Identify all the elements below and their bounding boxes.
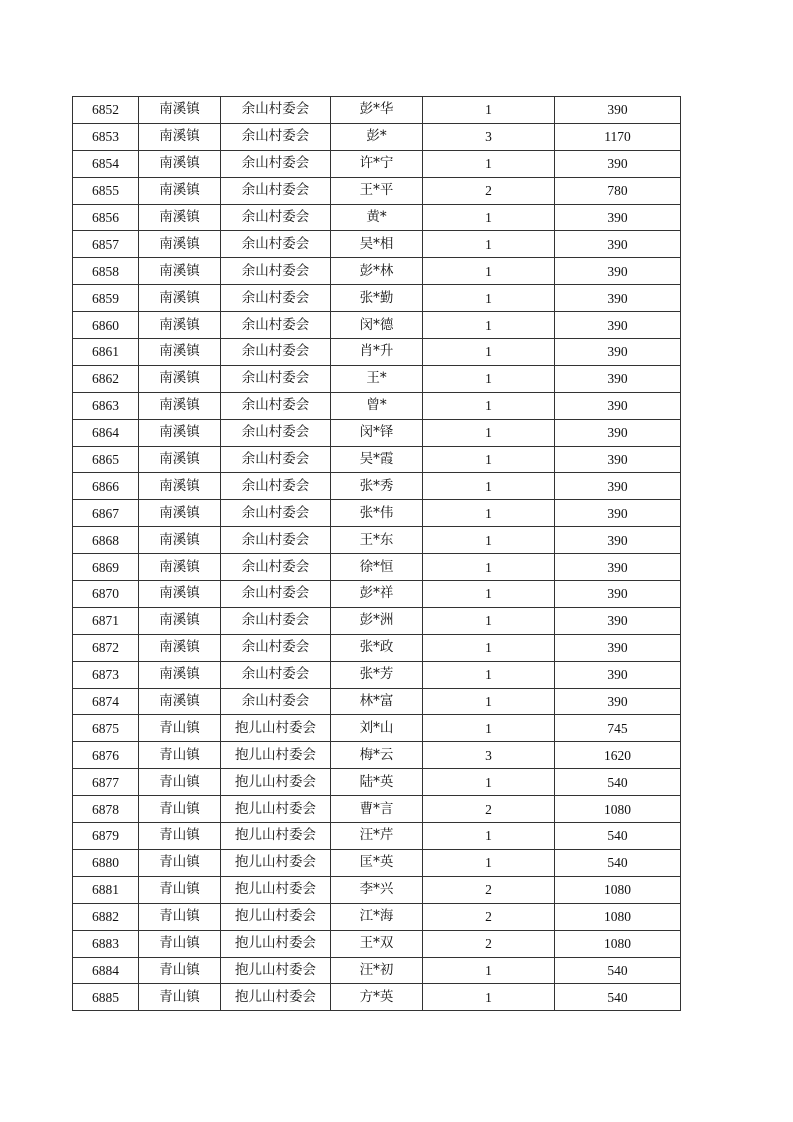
table-row: [73, 204, 681, 231]
table-row: [73, 581, 681, 608]
village-committee-cell: 抱儿山村委会: [221, 903, 331, 930]
table-row: [73, 177, 681, 204]
amount-cell: 390: [555, 285, 681, 312]
row-number-cell: 6866: [73, 473, 139, 500]
table-row: [73, 258, 681, 285]
amount-cell: 1080: [555, 903, 681, 930]
name-cell: 王*双: [331, 930, 423, 957]
town-cell: 南溪镇: [139, 392, 221, 419]
village-committee-cell: 余山村委会: [221, 258, 331, 285]
town-cell: 青山镇: [139, 876, 221, 903]
village-committee-cell: 余山村委会: [221, 527, 331, 554]
household-count-cell: 1: [423, 392, 555, 419]
town-cell: 南溪镇: [139, 231, 221, 258]
town-cell: 南溪镇: [139, 473, 221, 500]
household-count-cell: 1: [423, 607, 555, 634]
row-number-cell: 6853: [73, 123, 139, 150]
table-row: [73, 769, 681, 796]
table-row: [73, 419, 681, 446]
name-cell: 李*兴: [331, 876, 423, 903]
row-number-cell: 6867: [73, 500, 139, 527]
town-cell: 青山镇: [139, 715, 221, 742]
town-cell: 南溪镇: [139, 312, 221, 339]
village-committee-cell: 抱儿山村委会: [221, 930, 331, 957]
household-count-cell: 2: [423, 930, 555, 957]
village-committee-cell: 抱儿山村委会: [221, 984, 331, 1011]
row-number-cell: 6854: [73, 150, 139, 177]
town-cell: 青山镇: [139, 796, 221, 823]
amount-cell: 1620: [555, 742, 681, 769]
household-count-cell: 2: [423, 796, 555, 823]
amount-cell: 390: [555, 634, 681, 661]
row-number-cell: 6856: [73, 204, 139, 231]
town-cell: 青山镇: [139, 849, 221, 876]
table-row: [73, 661, 681, 688]
village-committee-cell: 余山村委会: [221, 607, 331, 634]
row-number-cell: 6872: [73, 634, 139, 661]
row-number-cell: 6860: [73, 312, 139, 339]
household-count-cell: 2: [423, 903, 555, 930]
table-row: [73, 849, 681, 876]
household-count-cell: 1: [423, 473, 555, 500]
household-count-cell: 1: [423, 688, 555, 715]
household-count-cell: 3: [423, 123, 555, 150]
village-committee-cell: 抱儿山村委会: [221, 796, 331, 823]
table-row: [73, 285, 681, 312]
subsidy-table: [72, 96, 681, 1011]
row-number-cell: 6881: [73, 876, 139, 903]
table-row: [73, 500, 681, 527]
name-cell: 匡*英: [331, 849, 423, 876]
household-count-cell: 1: [423, 957, 555, 984]
table-row: [73, 231, 681, 258]
name-cell: 彭*祥: [331, 581, 423, 608]
household-count-cell: 1: [423, 204, 555, 231]
village-committee-cell: 余山村委会: [221, 204, 331, 231]
village-committee-cell: 抱儿山村委会: [221, 957, 331, 984]
amount-cell: 390: [555, 607, 681, 634]
table-row: [73, 123, 681, 150]
village-committee-cell: 抱儿山村委会: [221, 823, 331, 850]
town-cell: 南溪镇: [139, 339, 221, 366]
amount-cell: 780: [555, 177, 681, 204]
amount-cell: 390: [555, 339, 681, 366]
amount-cell: 540: [555, 849, 681, 876]
table-row: [73, 312, 681, 339]
amount-cell: 390: [555, 661, 681, 688]
row-number-cell: 6868: [73, 527, 139, 554]
row-number-cell: 6880: [73, 849, 139, 876]
town-cell: 南溪镇: [139, 688, 221, 715]
village-committee-cell: 余山村委会: [221, 446, 331, 473]
name-cell: 陆*英: [331, 769, 423, 796]
name-cell: 刘*山: [331, 715, 423, 742]
row-number-cell: 6869: [73, 554, 139, 581]
name-cell: 张*芳: [331, 661, 423, 688]
name-cell: 彭*洲: [331, 607, 423, 634]
town-cell: 南溪镇: [139, 258, 221, 285]
table-row: [73, 823, 681, 850]
name-cell: 许*宁: [331, 150, 423, 177]
household-count-cell: 1: [423, 339, 555, 366]
household-count-cell: 3: [423, 742, 555, 769]
row-number-cell: 6871: [73, 607, 139, 634]
name-cell: 彭*: [331, 123, 423, 150]
row-number-cell: 6874: [73, 688, 139, 715]
row-number-cell: 6858: [73, 258, 139, 285]
household-count-cell: 1: [423, 984, 555, 1011]
town-cell: 南溪镇: [139, 661, 221, 688]
village-committee-cell: 余山村委会: [221, 177, 331, 204]
table-row: [73, 607, 681, 634]
name-cell: 汪*初: [331, 957, 423, 984]
household-count-cell: 1: [423, 581, 555, 608]
row-number-cell: 6862: [73, 365, 139, 392]
name-cell: 汪*芹: [331, 823, 423, 850]
household-count-cell: 1: [423, 365, 555, 392]
amount-cell: 390: [555, 365, 681, 392]
table-row: [73, 876, 681, 903]
household-count-cell: 1: [423, 150, 555, 177]
amount-cell: 390: [555, 527, 681, 554]
table-row: [73, 903, 681, 930]
row-number-cell: 6884: [73, 957, 139, 984]
name-cell: 肖*升: [331, 339, 423, 366]
name-cell: 黄*: [331, 204, 423, 231]
row-number-cell: 6864: [73, 419, 139, 446]
amount-cell: 540: [555, 823, 681, 850]
name-cell: 吴*霞: [331, 446, 423, 473]
row-number-cell: 6883: [73, 930, 139, 957]
household-count-cell: 1: [423, 312, 555, 339]
household-count-cell: 1: [423, 527, 555, 554]
village-committee-cell: 余山村委会: [221, 500, 331, 527]
village-committee-cell: 余山村委会: [221, 97, 331, 124]
amount-cell: 1080: [555, 930, 681, 957]
table-row: [73, 688, 681, 715]
table-row: [73, 339, 681, 366]
amount-cell: 390: [555, 231, 681, 258]
amount-cell: 390: [555, 392, 681, 419]
village-committee-cell: 余山村委会: [221, 285, 331, 312]
town-cell: 南溪镇: [139, 581, 221, 608]
household-count-cell: 1: [423, 823, 555, 850]
town-cell: 南溪镇: [139, 204, 221, 231]
village-committee-cell: 余山村委会: [221, 150, 331, 177]
village-committee-cell: 抱儿山村委会: [221, 769, 331, 796]
amount-cell: 390: [555, 446, 681, 473]
amount-cell: 390: [555, 581, 681, 608]
name-cell: 林*富: [331, 688, 423, 715]
name-cell: 闵*铎: [331, 419, 423, 446]
amount-cell: 540: [555, 957, 681, 984]
household-count-cell: 1: [423, 231, 555, 258]
table-row: [73, 554, 681, 581]
village-committee-cell: 余山村委会: [221, 392, 331, 419]
table-row: [73, 365, 681, 392]
town-cell: 南溪镇: [139, 365, 221, 392]
town-cell: 南溪镇: [139, 554, 221, 581]
amount-cell: 390: [555, 258, 681, 285]
name-cell: 方*英: [331, 984, 423, 1011]
household-count-cell: 1: [423, 446, 555, 473]
table-row: [73, 150, 681, 177]
village-committee-cell: 抱儿山村委会: [221, 742, 331, 769]
household-count-cell: 1: [423, 715, 555, 742]
row-number-cell: 6878: [73, 796, 139, 823]
household-count-cell: 1: [423, 554, 555, 581]
row-number-cell: 6882: [73, 903, 139, 930]
row-number-cell: 6865: [73, 446, 139, 473]
household-count-cell: 1: [423, 285, 555, 312]
town-cell: 青山镇: [139, 769, 221, 796]
row-number-cell: 6857: [73, 231, 139, 258]
village-committee-cell: 余山村委会: [221, 634, 331, 661]
name-cell: 吴*相: [331, 231, 423, 258]
table-row: [73, 930, 681, 957]
village-committee-cell: 余山村委会: [221, 231, 331, 258]
name-cell: 梅*云: [331, 742, 423, 769]
household-count-cell: 1: [423, 849, 555, 876]
name-cell: 彭*林: [331, 258, 423, 285]
household-count-cell: 1: [423, 769, 555, 796]
row-number-cell: 6861: [73, 339, 139, 366]
village-committee-cell: 抱儿山村委会: [221, 715, 331, 742]
village-committee-cell: 余山村委会: [221, 123, 331, 150]
household-count-cell: 2: [423, 177, 555, 204]
village-committee-cell: 余山村委会: [221, 581, 331, 608]
town-cell: 青山镇: [139, 823, 221, 850]
amount-cell: 390: [555, 312, 681, 339]
town-cell: 青山镇: [139, 957, 221, 984]
amount-cell: 1080: [555, 796, 681, 823]
amount-cell: 390: [555, 97, 681, 124]
village-committee-cell: 抱儿山村委会: [221, 876, 331, 903]
row-number-cell: 6852: [73, 97, 139, 124]
town-cell: 南溪镇: [139, 634, 221, 661]
town-cell: 南溪镇: [139, 607, 221, 634]
village-committee-cell: 余山村委会: [221, 339, 331, 366]
household-count-cell: 1: [423, 419, 555, 446]
name-cell: 彭*华: [331, 97, 423, 124]
village-committee-cell: 余山村委会: [221, 312, 331, 339]
household-count-cell: 1: [423, 97, 555, 124]
town-cell: 南溪镇: [139, 123, 221, 150]
table-row: [73, 742, 681, 769]
table-row: [73, 527, 681, 554]
amount-cell: 540: [555, 769, 681, 796]
village-committee-cell: 余山村委会: [221, 688, 331, 715]
row-number-cell: 6873: [73, 661, 139, 688]
table-row: [73, 634, 681, 661]
amount-cell: 390: [555, 204, 681, 231]
name-cell: 王*东: [331, 527, 423, 554]
town-cell: 青山镇: [139, 984, 221, 1011]
row-number-cell: 6885: [73, 984, 139, 1011]
table-row: [73, 392, 681, 419]
name-cell: 江*海: [331, 903, 423, 930]
table-row: [73, 97, 681, 124]
household-count-cell: 1: [423, 258, 555, 285]
amount-cell: 390: [555, 419, 681, 446]
town-cell: 南溪镇: [139, 419, 221, 446]
town-cell: 南溪镇: [139, 285, 221, 312]
town-cell: 青山镇: [139, 742, 221, 769]
household-count-cell: 1: [423, 500, 555, 527]
amount-cell: 1080: [555, 876, 681, 903]
table-row: [73, 984, 681, 1011]
amount-cell: 390: [555, 473, 681, 500]
name-cell: 徐*恒: [331, 554, 423, 581]
row-number-cell: 6870: [73, 581, 139, 608]
town-cell: 南溪镇: [139, 97, 221, 124]
town-cell: 南溪镇: [139, 177, 221, 204]
row-number-cell: 6855: [73, 177, 139, 204]
name-cell: 王*: [331, 365, 423, 392]
table-row: [73, 796, 681, 823]
row-number-cell: 6876: [73, 742, 139, 769]
name-cell: 张*政: [331, 634, 423, 661]
row-number-cell: 6859: [73, 285, 139, 312]
town-cell: 青山镇: [139, 903, 221, 930]
row-number-cell: 6863: [73, 392, 139, 419]
household-count-cell: 2: [423, 876, 555, 903]
household-count-cell: 1: [423, 634, 555, 661]
amount-cell: 390: [555, 150, 681, 177]
town-cell: 南溪镇: [139, 446, 221, 473]
town-cell: 南溪镇: [139, 527, 221, 554]
town-cell: 南溪镇: [139, 500, 221, 527]
village-committee-cell: 余山村委会: [221, 365, 331, 392]
name-cell: 闵*德: [331, 312, 423, 339]
town-cell: 青山镇: [139, 930, 221, 957]
amount-cell: 390: [555, 688, 681, 715]
name-cell: 曾*: [331, 392, 423, 419]
town-cell: 南溪镇: [139, 150, 221, 177]
name-cell: 张*伟: [331, 500, 423, 527]
amount-cell: 540: [555, 984, 681, 1011]
name-cell: 张*勤: [331, 285, 423, 312]
table-body: [73, 97, 681, 1011]
amount-cell: 1170: [555, 123, 681, 150]
table-row: [73, 715, 681, 742]
name-cell: 张*秀: [331, 473, 423, 500]
village-committee-cell: 抱儿山村委会: [221, 849, 331, 876]
row-number-cell: 6879: [73, 823, 139, 850]
household-count-cell: 1: [423, 661, 555, 688]
village-committee-cell: 余山村委会: [221, 661, 331, 688]
table-row: [73, 957, 681, 984]
amount-cell: 390: [555, 554, 681, 581]
village-committee-cell: 余山村委会: [221, 473, 331, 500]
row-number-cell: 6875: [73, 715, 139, 742]
name-cell: 曹*言: [331, 796, 423, 823]
village-committee-cell: 余山村委会: [221, 554, 331, 581]
table-row: [73, 446, 681, 473]
village-committee-cell: 余山村委会: [221, 419, 331, 446]
amount-cell: 390: [555, 500, 681, 527]
table-row: [73, 473, 681, 500]
name-cell: 王*平: [331, 177, 423, 204]
row-number-cell: 6877: [73, 769, 139, 796]
amount-cell: 745: [555, 715, 681, 742]
